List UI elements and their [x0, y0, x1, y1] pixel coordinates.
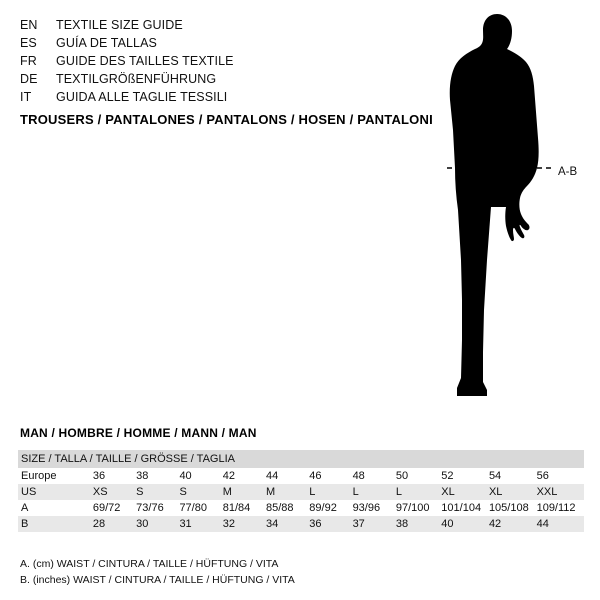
cell: 38: [396, 516, 441, 532]
language-title: GUÍA DE TALLAS: [56, 36, 157, 50]
section-title: TROUSERS / PANTALONES / PANTALONS / HOSEN / PANTALONI: [20, 112, 433, 127]
cell: 50: [395, 470, 409, 482]
cell: 28: [93, 516, 136, 532]
cell: 56: [536, 470, 549, 482]
cell: 42: [222, 470, 235, 482]
language-title: TEXTILGRÖßENFÜHRUNG: [56, 72, 217, 86]
language-code: DE: [20, 72, 38, 86]
footnotes: [20, 556, 295, 588]
table-row: [18, 500, 584, 516]
cell: 30: [136, 516, 179, 532]
cell: 44: [266, 470, 279, 482]
figure-silhouette: [395, 10, 595, 410]
cell: 77/80: [179, 502, 207, 514]
table-header-label: SIZE / TALLA / TAILLE / GRÖSSE / TAGLIA: [21, 453, 235, 465]
language-row: [20, 34, 350, 52]
cell: XS: [93, 484, 136, 500]
row-label: US: [18, 484, 93, 500]
table-row: [18, 484, 584, 500]
cell: M: [223, 484, 266, 500]
language-row: [20, 70, 350, 88]
cell: 109/112: [536, 502, 576, 514]
cell: 46: [309, 470, 322, 482]
cell: 54: [488, 470, 502, 482]
table-row: [18, 516, 584, 532]
cell: S: [179, 484, 222, 500]
cell: 31: [179, 516, 222, 532]
language-code: IT: [20, 90, 32, 104]
table-title: MAN / HOMBRE / HOMME / MANN / MAN: [20, 426, 257, 440]
cell: 40: [441, 516, 489, 532]
cell: S: [136, 484, 179, 500]
cell: L: [309, 484, 352, 500]
cell: XL: [489, 484, 537, 500]
cell: XXL: [537, 484, 584, 500]
cell: 69/72: [92, 502, 121, 514]
row-label: A: [21, 502, 29, 514]
cell: 32: [223, 516, 266, 532]
cell: 48: [352, 470, 365, 482]
size-table: [18, 450, 584, 532]
language-title: GUIDE DES TAILLES TEXTILE: [56, 54, 234, 68]
cell: 101/104: [441, 502, 482, 514]
language-row: [20, 16, 350, 34]
cell: XL: [441, 484, 489, 500]
language-row: [20, 88, 350, 106]
cell: 97/100: [395, 502, 430, 514]
cell: 81/84: [222, 502, 251, 514]
cell: 44: [537, 516, 584, 532]
measure-label-ab: A-B: [558, 166, 578, 178]
cell: 37: [353, 516, 396, 532]
language-title: TEXTILE SIZE GUIDE: [56, 18, 183, 32]
language-header-block: [20, 16, 350, 106]
language-row: [20, 52, 350, 70]
cell: 42: [489, 516, 537, 532]
language-code: FR: [20, 54, 37, 68]
cell: L: [353, 484, 396, 500]
cell: 36: [309, 516, 352, 532]
footnote-a: A. (cm) WAIST / CINTURA / TAILLE / HÜFTUNG / VITA: [20, 558, 279, 570]
cell: 85/88: [266, 502, 294, 514]
cell: 52: [441, 470, 454, 482]
cell: 89/92: [309, 502, 337, 514]
cell: M: [266, 484, 309, 500]
language-code: EN: [20, 18, 38, 32]
cell: 40: [179, 470, 192, 482]
cell: 38: [136, 470, 149, 482]
cell: 73/76: [136, 502, 164, 514]
cell: 93/96: [352, 502, 381, 514]
footnote-b: B. (inches) WAIST / CINTURA / TAILLE / HÜFTUNG / VITA: [20, 574, 295, 586]
cell: 36: [92, 470, 106, 482]
cell: 34: [266, 516, 309, 532]
language-title: GUIDA ALLE TAGLIE TESSILI: [56, 90, 228, 104]
table-header-row: [18, 450, 584, 468]
cell: 105/108: [488, 502, 529, 514]
table-row: [18, 468, 584, 484]
cell: L: [396, 484, 441, 500]
row-label: B: [18, 516, 93, 532]
man-silhouette-icon: [395, 10, 595, 410]
language-code: ES: [20, 36, 37, 50]
row-label: Europe: [21, 470, 57, 482]
